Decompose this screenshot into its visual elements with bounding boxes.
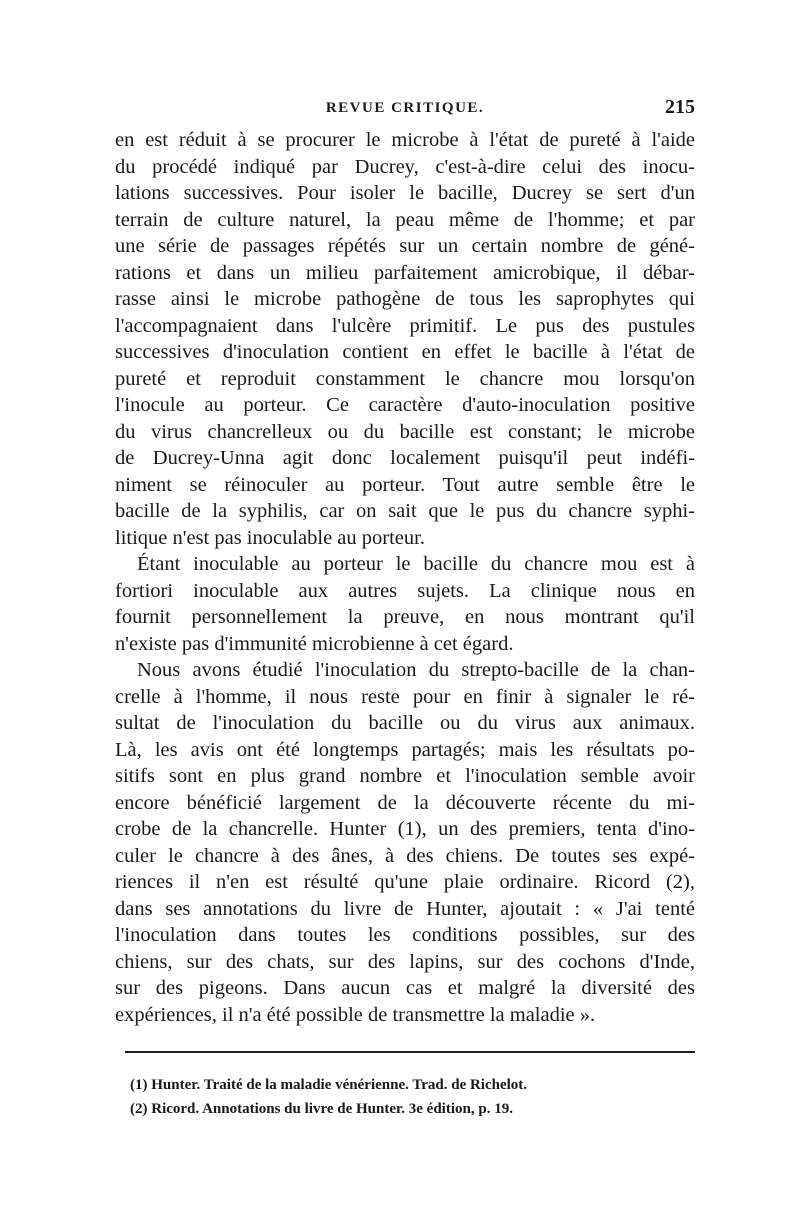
text-line: de Ducrey-Unna agit donc localement puisqu'il peut indéfi- xyxy=(115,447,695,469)
footnote-2: (2) Ricord. Annotations du livre de Hunter. 3e édition, p. 19. xyxy=(130,1101,513,1117)
text-line: crobe de la chancrelle. Hunter (1), un des premiers, tenta d'ino- xyxy=(115,818,695,840)
footnote-rule xyxy=(125,1051,695,1053)
paragraph-1 xyxy=(115,127,695,551)
text-line: une série de passages répétés sur un certain nombre de géné- xyxy=(115,235,695,257)
text-line: l'inoculation dans toutes les conditions possibles, sur des xyxy=(115,924,695,946)
paragraph-2 xyxy=(115,551,695,657)
text-line: Nous avons étudié l'inoculation du strepto-bacille de la chan- xyxy=(137,659,695,681)
text-line: riences il n'en est résulté qu'une plaie ordinaire. Ricord (2), xyxy=(115,871,695,893)
text-line: sur des pigeons. Dans aucun cas et malgré la diversité des xyxy=(115,977,695,999)
text-line: n'existe pas d'immunité microbienne à cet égard. xyxy=(115,632,514,655)
text-line: sitifs sont en plus grand nombre et l'inoculation semble avoir xyxy=(115,765,695,787)
paragraph-3 xyxy=(115,657,695,1028)
text-line: en est réduit à se procurer le microbe à l'état de pureté à l'aide xyxy=(115,129,695,151)
text-line: l'inocule au porteur. Ce caractère d'auto-inoculation positive xyxy=(115,394,695,416)
text-line: sultat de l'inoculation du bacille ou du virus aux animaux. xyxy=(115,712,695,734)
page-number: 215 xyxy=(665,96,695,118)
text-line: terrain de culture naturel, la peau même de l'homme; et par xyxy=(115,208,695,231)
footnotes xyxy=(130,1073,670,1121)
text-line: pureté et reproduit constamment le chancre mou lorsqu'on xyxy=(115,367,695,390)
text-line: niment se réinoculer au porteur. Tout autre semble être le xyxy=(115,473,695,496)
text-line: crelle à l'homme, il nous reste pour en finir à signaler le ré- xyxy=(115,685,695,708)
text-line: dans ses annotations du livre de Hunter, ajoutait : « J'ai tenté xyxy=(115,897,695,920)
text-line: encore bénéficié largement de la découverte récente du mi- xyxy=(115,791,695,814)
running-head xyxy=(115,96,695,120)
text-line: litique n'est pas inoculable au porteur. xyxy=(115,526,425,549)
text-line: l'accompagnaient dans l'ulcère primitif. Le pus des pustules xyxy=(115,314,695,337)
text-line: rasse ainsi le microbe pathogène de tous les saprophytes qui xyxy=(115,288,695,310)
footnote-1: (1) Hunter. Traité de la maladie vénérienne. Trad. de Richelot. xyxy=(130,1077,528,1093)
running-title: REVUE CRITIQUE. xyxy=(325,100,485,116)
text-line: successives d'inoculation contient en effet le bacille à l'état de xyxy=(115,341,695,363)
text-line: fournit personnellement la preuve, en nous montrant qu'il xyxy=(115,606,695,628)
text-line: fortiori inoculable aux autres sujets. La clinique nous en xyxy=(115,579,695,602)
text-line: chiens, sur des chats, sur des lapins, sur des cochons d'Inde, xyxy=(115,950,695,973)
text-line: rations et dans un milieu parfaitement amicrobique, il débar- xyxy=(115,261,695,284)
text-line: Étant inoculable au porteur le bacille du chancre mou est à xyxy=(137,553,695,575)
text-line: Là, les avis ont été longtemps partagés; mais les résultats po- xyxy=(115,738,695,761)
text-line: lations successives. Pour isoler le bacille, Ducrey se sert d'un xyxy=(115,182,695,204)
text-line: bacille de la syphilis, car on sait que le pus du chancre syphi- xyxy=(115,500,695,522)
text-line: du procédé indiqué par Ducrey, c'est-à-dire celui des inocu- xyxy=(115,155,695,178)
body-text xyxy=(115,127,695,1028)
text-line: expériences, il n'a été possible de transmettre la maladie ». xyxy=(115,1003,596,1026)
text-line: du virus chancrelleux ou du bacille est constant; le microbe xyxy=(115,420,695,443)
text-line: culer le chancre à des ânes, à des chiens. De toutes ses expé- xyxy=(115,844,695,867)
